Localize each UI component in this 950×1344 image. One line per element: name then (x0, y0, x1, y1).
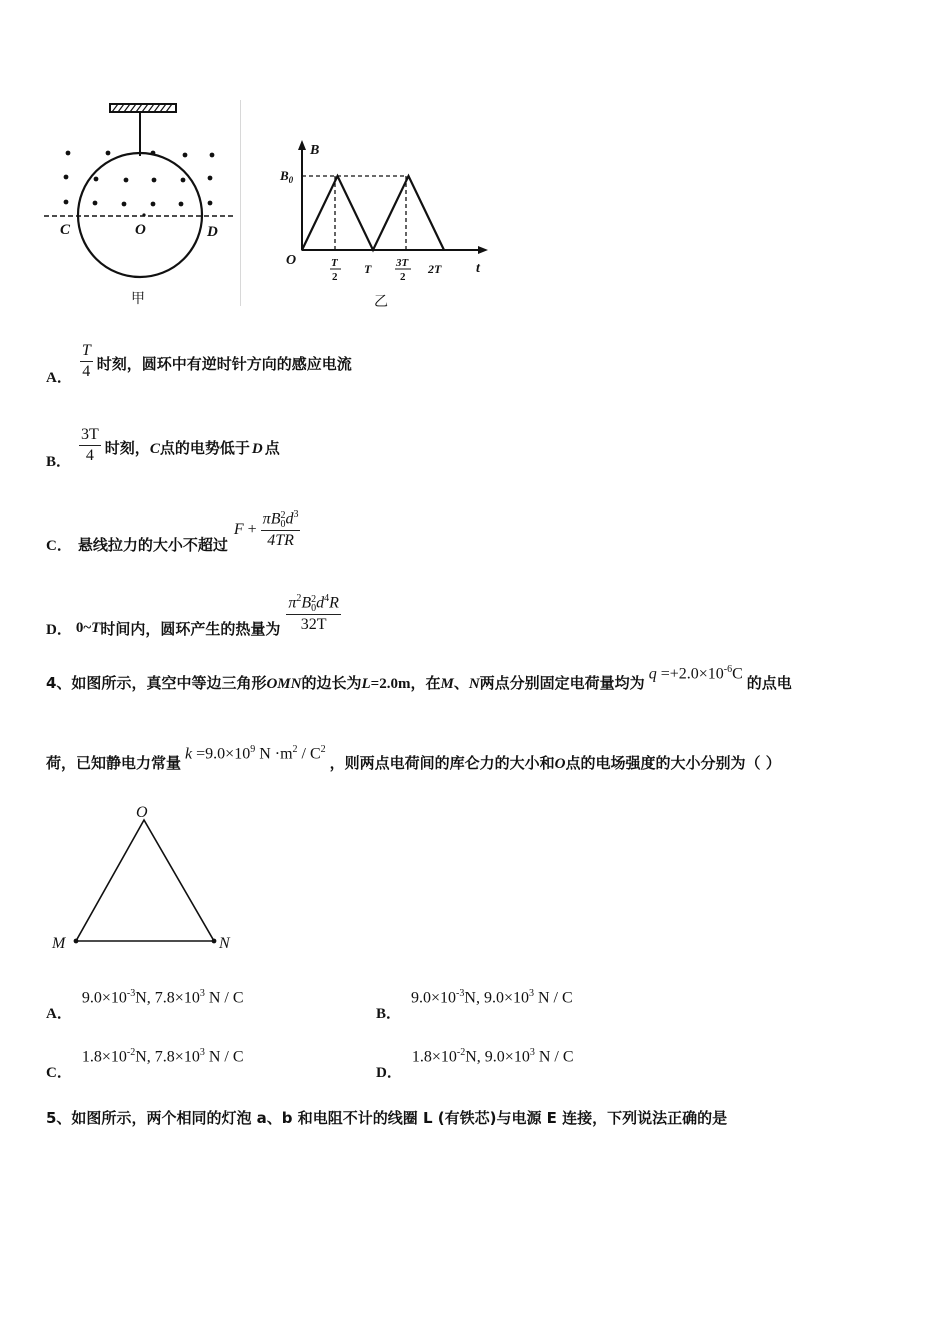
q4-text-7: ，则两点电荷间的库仑力的大小和 (329, 754, 555, 772)
caption-jia: 甲 (131, 291, 145, 307)
q4-length: L=2.0m (361, 676, 411, 692)
option-d-range: 0~T (75, 620, 101, 636)
q4-sep: 、 (453, 674, 469, 692)
b0-label: $B_0$ (280, 168, 294, 185)
center-point-o (142, 213, 145, 216)
option-b-text: 时刻，C点的电势低于 D 点 (104, 439, 280, 457)
label-d: D (207, 224, 218, 240)
series-point-4 (443, 249, 445, 251)
option-c-text: 悬线拉力的大小不超过 (77, 536, 228, 554)
q4-n: N (468, 676, 480, 692)
option-c-letter: C． (46, 538, 72, 554)
q4-charge-formula: $q =+2.0\times 10^{-6}C$ (648, 663, 743, 682)
q4-option-d[interactable] (376, 1047, 573, 1082)
b-series-line (302, 176, 444, 250)
q5-question-text: 5、如图所示，两个相同的灯泡 a、b 和电阻不计的线圈 L (有铁芯)与电源 E 连接，下列说法正确的是 (46, 1109, 728, 1127)
q4-text-4: 两点分别固定电荷量均为 (479, 674, 645, 692)
option-a-fraction (80, 342, 93, 380)
q4-text-2: 的边长为 (301, 674, 362, 692)
caption-yi: 乙 (374, 294, 388, 310)
series-point-1 (337, 175, 339, 177)
axis-label-t: t (476, 261, 480, 276)
x-axis-arrow (478, 246, 488, 254)
q4-line-2 (46, 743, 926, 773)
option-b-row (46, 420, 280, 471)
figure-yi-chart (276, 136, 496, 312)
q4-m: M (440, 676, 454, 692)
label-o: O (135, 222, 146, 238)
option-a-frac-den: 4 (82, 363, 91, 380)
option-d-formula: $\pi^2B$ 2 0 $d^4R$ 32T (288, 593, 339, 634)
axis-label-b: B (310, 143, 320, 158)
q4-line-1 (46, 663, 926, 693)
q4-option-d-value: $1.8\times 10^{-2}N$, $9.0\times 10^3$ N / C (411, 1047, 574, 1066)
q4-option-d-letter: D． (376, 1065, 402, 1081)
q4-omn: OMN (266, 676, 302, 692)
series-point-2 (372, 249, 374, 251)
q4-option-a[interactable] (46, 988, 243, 1023)
tick-t-3half-num: 3T (396, 257, 409, 269)
point-m (74, 939, 79, 944)
q4-o: O (554, 756, 566, 772)
option-b-frac-den: 4 (85, 447, 94, 464)
tick-t: T (364, 262, 372, 276)
ring (78, 153, 202, 277)
option-d-row (46, 588, 341, 639)
q4-constant-formula: $k =9.0\times 10^9$ $N \cdot m^2 / C^2$ (185, 743, 326, 762)
series-point-0 (301, 249, 303, 251)
tick-2t: 2T (428, 262, 442, 276)
q4-option-c-letter: C． (46, 1065, 72, 1081)
q4-text-8: 点的电场强度的大小分别为（ ） (565, 754, 781, 772)
tick-t-half-num: T (331, 257, 338, 269)
q4-text-5: 的点电 (746, 674, 792, 692)
q4-option-a-letter: A． (46, 1006, 72, 1022)
point-n (212, 939, 217, 944)
triangle-omn (76, 820, 214, 941)
label-c: C (60, 222, 71, 238)
q4-option-b-letter: B． (376, 1006, 402, 1022)
vertex-label-n: N (219, 935, 230, 952)
q4-option-c-value: $1.8\times 10^{-2}N$, $7.8\times 10^3$ N / C (81, 1047, 244, 1066)
q4-option-b-value: $9.0\times 10^{-3}N$, $9.0\times 10^3$ N / C (411, 988, 573, 1007)
figure-jia (40, 98, 240, 310)
ceiling-hatch (112, 104, 172, 112)
tick-t-half-den: 2 (332, 271, 338, 283)
option-c-row (46, 504, 300, 555)
q4-text-6: 荷，已知静电力常量 (46, 754, 182, 772)
option-a-text: 时刻，圆环中有逆时针方向的感应电流 (96, 355, 352, 373)
q4-option-b[interactable] (376, 988, 573, 1023)
figure-divider (240, 100, 241, 306)
vertex-label-m: M (52, 935, 66, 952)
option-b-frac-num: 3T (79, 426, 101, 446)
option-b-fraction (79, 426, 101, 464)
q4-option-c[interactable] (46, 1047, 243, 1082)
series-point-3 (408, 175, 410, 177)
tick-t-3half-den: 2 (400, 271, 406, 283)
option-b-letter: B． (46, 454, 72, 470)
q4-text-3: ，在 (410, 674, 441, 692)
magnetic-field-dots (64, 151, 215, 207)
option-d-text: 时间内，圆环产生的热量为 (100, 620, 281, 638)
option-a-row (46, 336, 352, 387)
q4-text-1: 4、如图所示，真空中等边三角形 (46, 674, 267, 692)
option-a-frac-num: T (80, 342, 93, 362)
option-c-formula: F + πB 2 0 $d^3$ 4TR (233, 509, 299, 550)
origin-label: O (286, 253, 297, 268)
option-d-letter: D． (46, 622, 72, 638)
q4-option-a-value: $9.0\times 10^{-3}N$, $7.8\times 10^3$ N / C (81, 988, 244, 1007)
triangle-omn-figure (46, 798, 246, 958)
vertex-label-o: O (136, 804, 148, 821)
y-axis-arrow (298, 140, 306, 150)
option-a-letter: A． (46, 370, 72, 386)
